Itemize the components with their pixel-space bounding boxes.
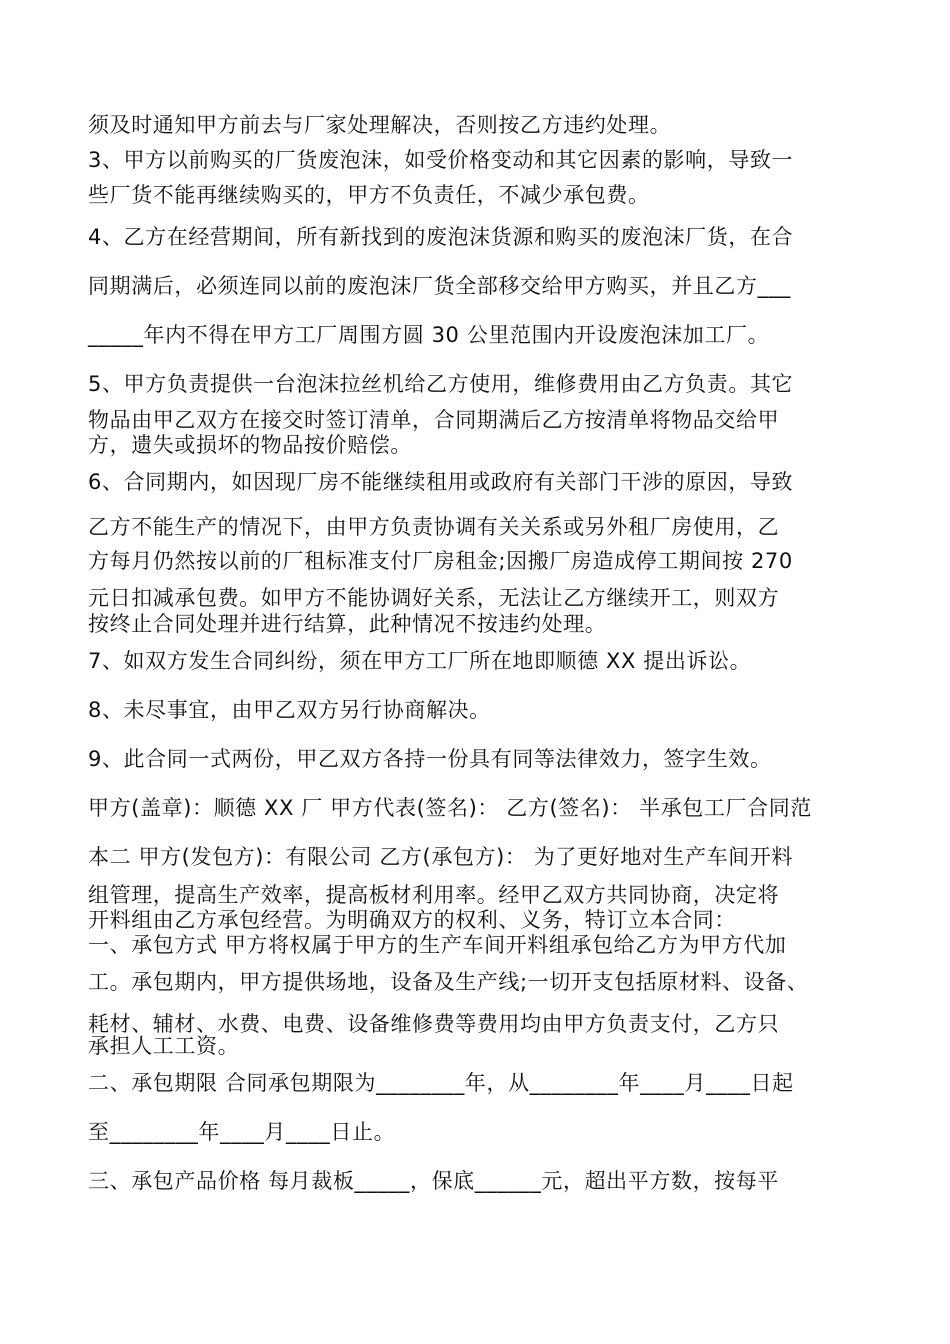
text-line: 三、承包产品价格 每月裁板_____，保底______元，超出平方数，按每平 xyxy=(88,1169,779,1193)
text-line: 7、如双方发生合同纠纷，须在甲方工厂所在地即顺德 XX 提出诉讼。 xyxy=(88,649,752,673)
text-line: 方，遗失或损坏的物品按价赔偿。 xyxy=(88,433,412,457)
text-line: 乙方不能生产的情况下，由甲方负责协调有关关系或另外租厂房使用，乙 xyxy=(88,515,780,539)
text-line: 6、合同期内，如因现厂房不能继续租用或政府有关部门干涉的原因，导致 xyxy=(88,470,794,494)
text-line: 开料组由乙方承包经营。为明确双方的权利、义务，特订立本合同： xyxy=(88,908,736,932)
text-line: 至________年____月____日止。 xyxy=(88,1120,396,1144)
text-line: 甲方(盖章)：顺德 XX 厂 甲方代表(签名)： 乙方(签名)： 半承包工厂合同范 xyxy=(88,796,812,820)
text-line: 同期满后，必须连同以前的废泡沫厂货全部移交给甲方购买，并且乙方___ xyxy=(88,274,791,298)
text-line: 承担人工工资。 xyxy=(88,1034,240,1058)
text-line: _____年内不得在甲方工厂周围方圆 30 公里范围内开设废泡沫加工厂。 xyxy=(88,323,770,347)
text-line: 8、未尽事宜，由甲乙双方另行协商解决。 xyxy=(88,698,491,722)
text-line: 物品由甲乙双方在接交时签订清单，合同期满后乙方按清单将物品交给甲 xyxy=(88,408,780,432)
text-line: 元日扣减承包费。如甲方不能协调好关系，无法让乙方继续开工，则双方 xyxy=(88,586,780,610)
text-line: 须及时通知甲方前去与厂家处理解决，否则按乙方违约处理。 xyxy=(88,113,672,137)
text-line: 本二 甲方(发包方)：有限公司 乙方(承包方)： 为了更好地对生产车间开料 xyxy=(88,845,793,869)
text-line: 耗材、辅材、水费、电费、设备维修费等费用均由甲方负责支付，乙方只 xyxy=(88,1012,780,1036)
text-line: 二、承包期限 合同承包期限为________年，从________年____月____日起 xyxy=(88,1071,794,1095)
text-line: 方每月仍然按以前的厂租标准支付厂房租金;因搬厂房造成停工期间按 270 xyxy=(88,549,793,573)
text-line: 9、此合同一式两份，甲乙双方各持一份具有同等法律效力，签字生效。 xyxy=(88,747,772,771)
text-line: 组管理，提高生产效率，提高板材利用率。经甲乙双方共同协商，决定将 xyxy=(88,883,780,907)
text-line: 工。承包期内，甲方提供场地，设备及生产线;一切开支包括原材料、设备、 xyxy=(88,970,809,994)
text-line: 5、甲方负责提供一台泡沫拉丝机给乙方使用，维修费用由乙方负责。其它 xyxy=(88,372,794,396)
text-line: 一、承包方式 甲方将权属于甲方的生产车间开料组承包给乙方为甲方代加 xyxy=(88,933,787,957)
text-line: 4、乙方在经营期间，所有新找到的废泡沫货源和购买的废泡沫厂货，在合 xyxy=(88,225,794,249)
text-line: 些厂货不能再继续购买的，甲方不负责任，不减少承包费。 xyxy=(88,183,650,207)
text-line: 按终止合同处理并进行结算，此种情况不按违约处理。 xyxy=(88,612,607,636)
text-line: 3、甲方以前购买的厂货废泡沫，如受价格变动和其它因素的影响，导致一 xyxy=(88,148,794,172)
